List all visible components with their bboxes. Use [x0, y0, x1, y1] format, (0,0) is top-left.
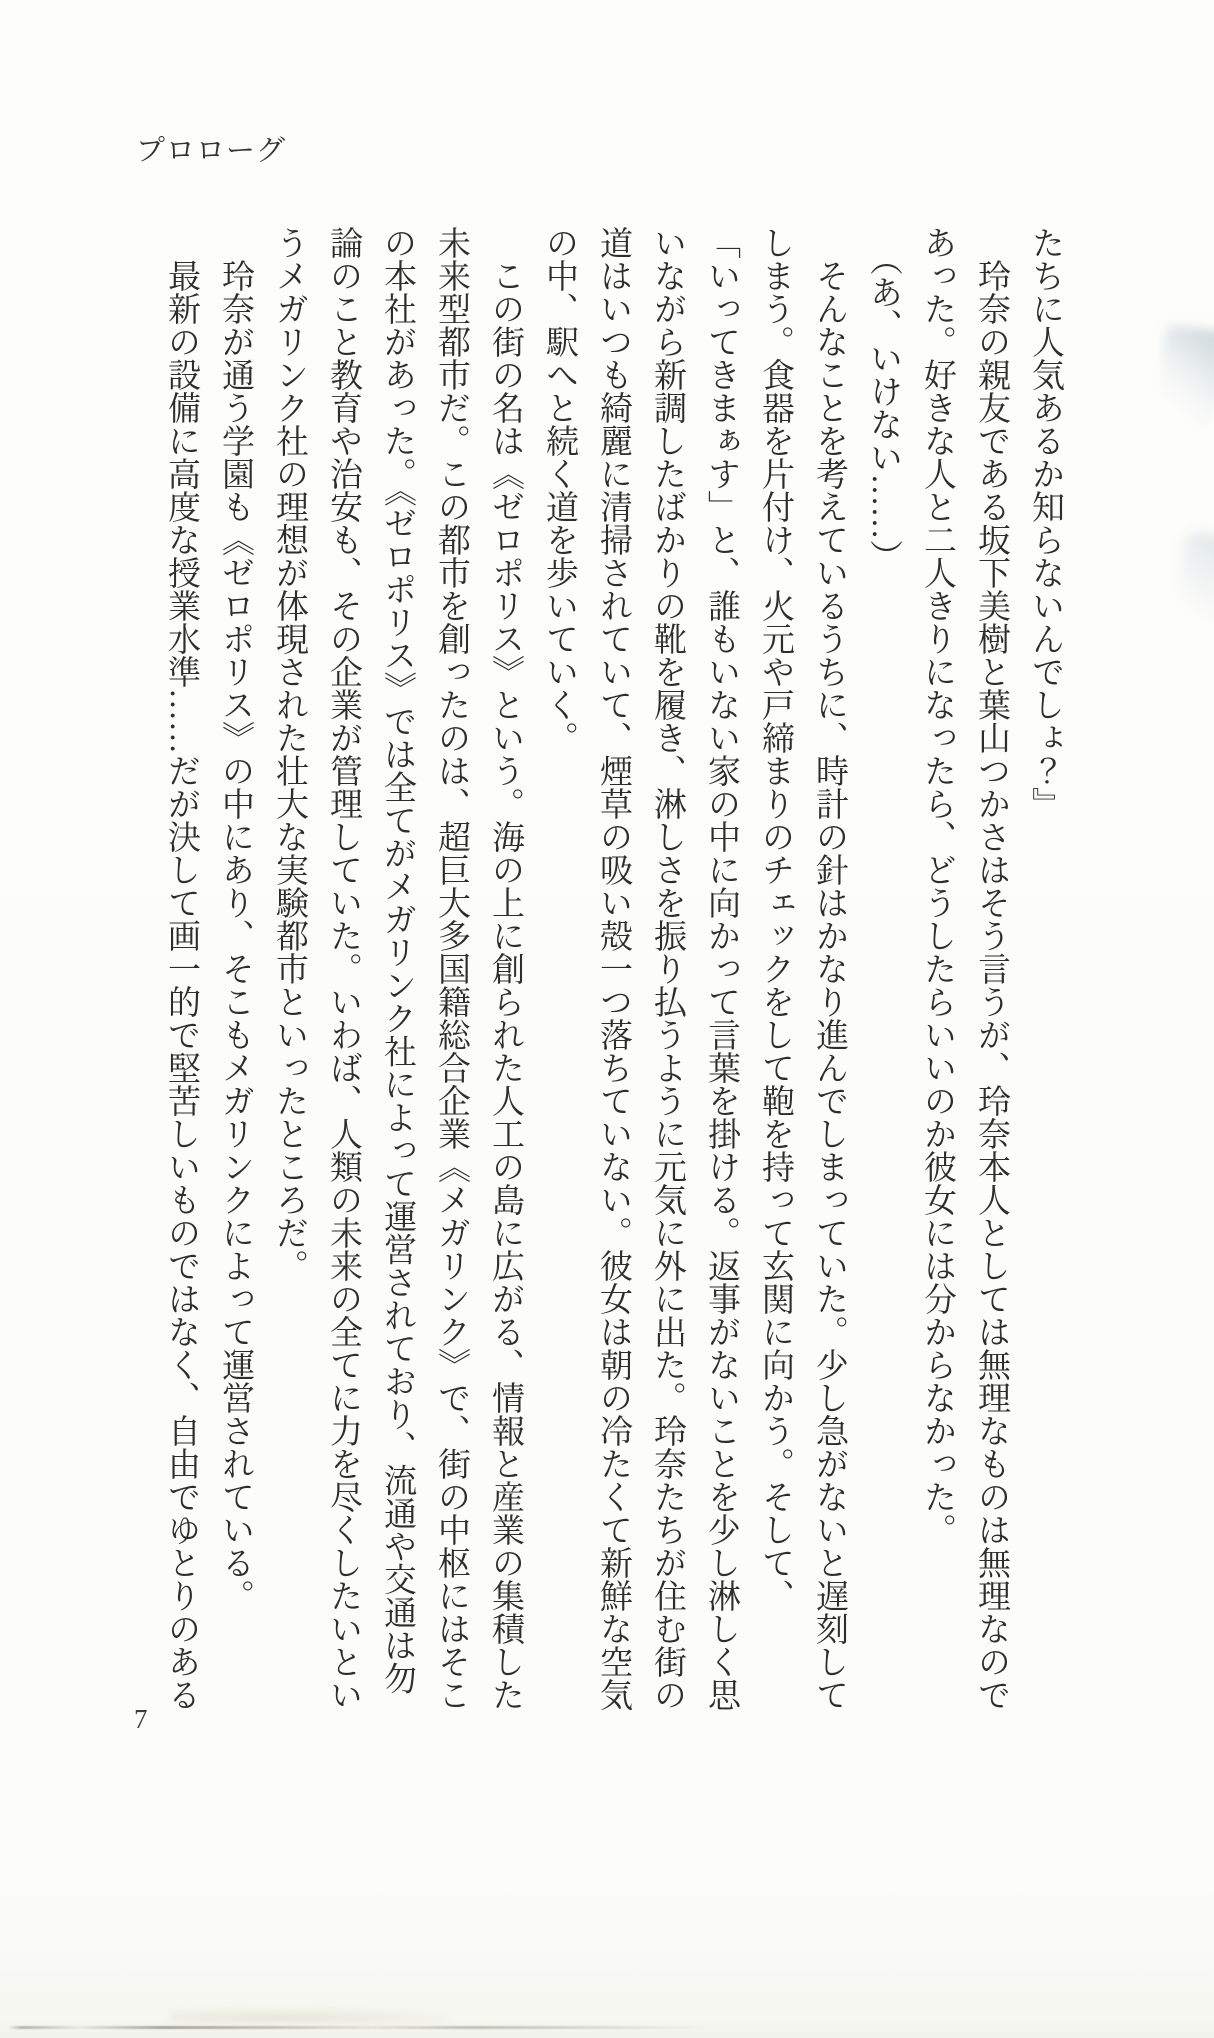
text-column-10: の中、駅へと続く道を歩いていく。	[541, 226, 577, 754]
text-column-6: しまう。食器を片付け、火元や戸締まりのチェックをして鞄を持って玄関に向かう。そして、	[757, 226, 793, 1612]
text-column-17: 最新の設備に高度な授業水準……だが決して画一的で堅苦しいものではなく、自由でゆとりのある	[163, 226, 199, 1711]
text-column-8: いながら新調したばかりの靴を履き、淋しさを振り払うように元気に外に出た。玲奈たちが住む街の	[649, 226, 685, 1711]
scan-crease-upper	[1154, 325, 1214, 443]
text-column-12: 未来型都市だ。この都市を創ったのは、超巨大多国籍総合企業《メガリンク》で、街の中枢にはそこ	[433, 226, 469, 1711]
text-block	[150, 226, 1072, 1722]
scan-crease-lower	[1177, 533, 1214, 654]
text-column-11: この街の名は《ゼロポリス》という。海の上に創られた人工の島に広がる、情報と産業の集積した	[487, 226, 523, 1711]
text-column-1: たちに人気あるか知らないんでしょ？』	[1027, 226, 1063, 820]
text-column-13: の本社があった。《ゼロポリス》では全てがメガリンク社によって運営されており、流通や交通は勿	[379, 226, 415, 1695]
page-number: 7	[134, 1704, 148, 1734]
scan-smudge	[170, 2008, 450, 2024]
text-column-14: 論のこと教育や治安も、その企業が管理していた。いわば、人類の未来の全てに力を尽くしたいとい	[325, 226, 361, 1711]
text-column-7: 「いってきまぁす」と、誰もいない家の中に向かって言葉を掛ける。返事がないことを少し淋しく思	[703, 226, 739, 1711]
scan-edge-line	[8, 2026, 708, 2029]
text-column-9: 道はいつも綺麗に清掃されていて、煙草の吸い殻一つ落ちていない。彼女は朝の冷たくて新鮮な空気	[595, 226, 631, 1711]
text-column-4: （あ、いけない……）	[865, 226, 901, 573]
text-column-3: あった。好きな人と二人きりになったら、どうしたらいいのか彼女には分からなかった。	[919, 226, 955, 1546]
text-column-15: うメガリンク社の理想が体現された壮大な実験都市といったところだ。	[271, 226, 307, 1282]
text-column-5: そんなことを考えているうちに、時計の針はかなり進んでしまっていた。少し急がないと遅刻して	[811, 226, 847, 1711]
running-header: プロローグ	[136, 135, 287, 167]
text-column-16: 玲奈が通う学園も《ゼロポリス》の中にあり、そこもメガリンクによって運営されている。	[217, 226, 253, 1612]
text-column-2: 玲奈の親友である坂下美樹と葉山つかさはそう言うが、玲奈本人としては無理なものは無理なので	[973, 226, 1009, 1711]
